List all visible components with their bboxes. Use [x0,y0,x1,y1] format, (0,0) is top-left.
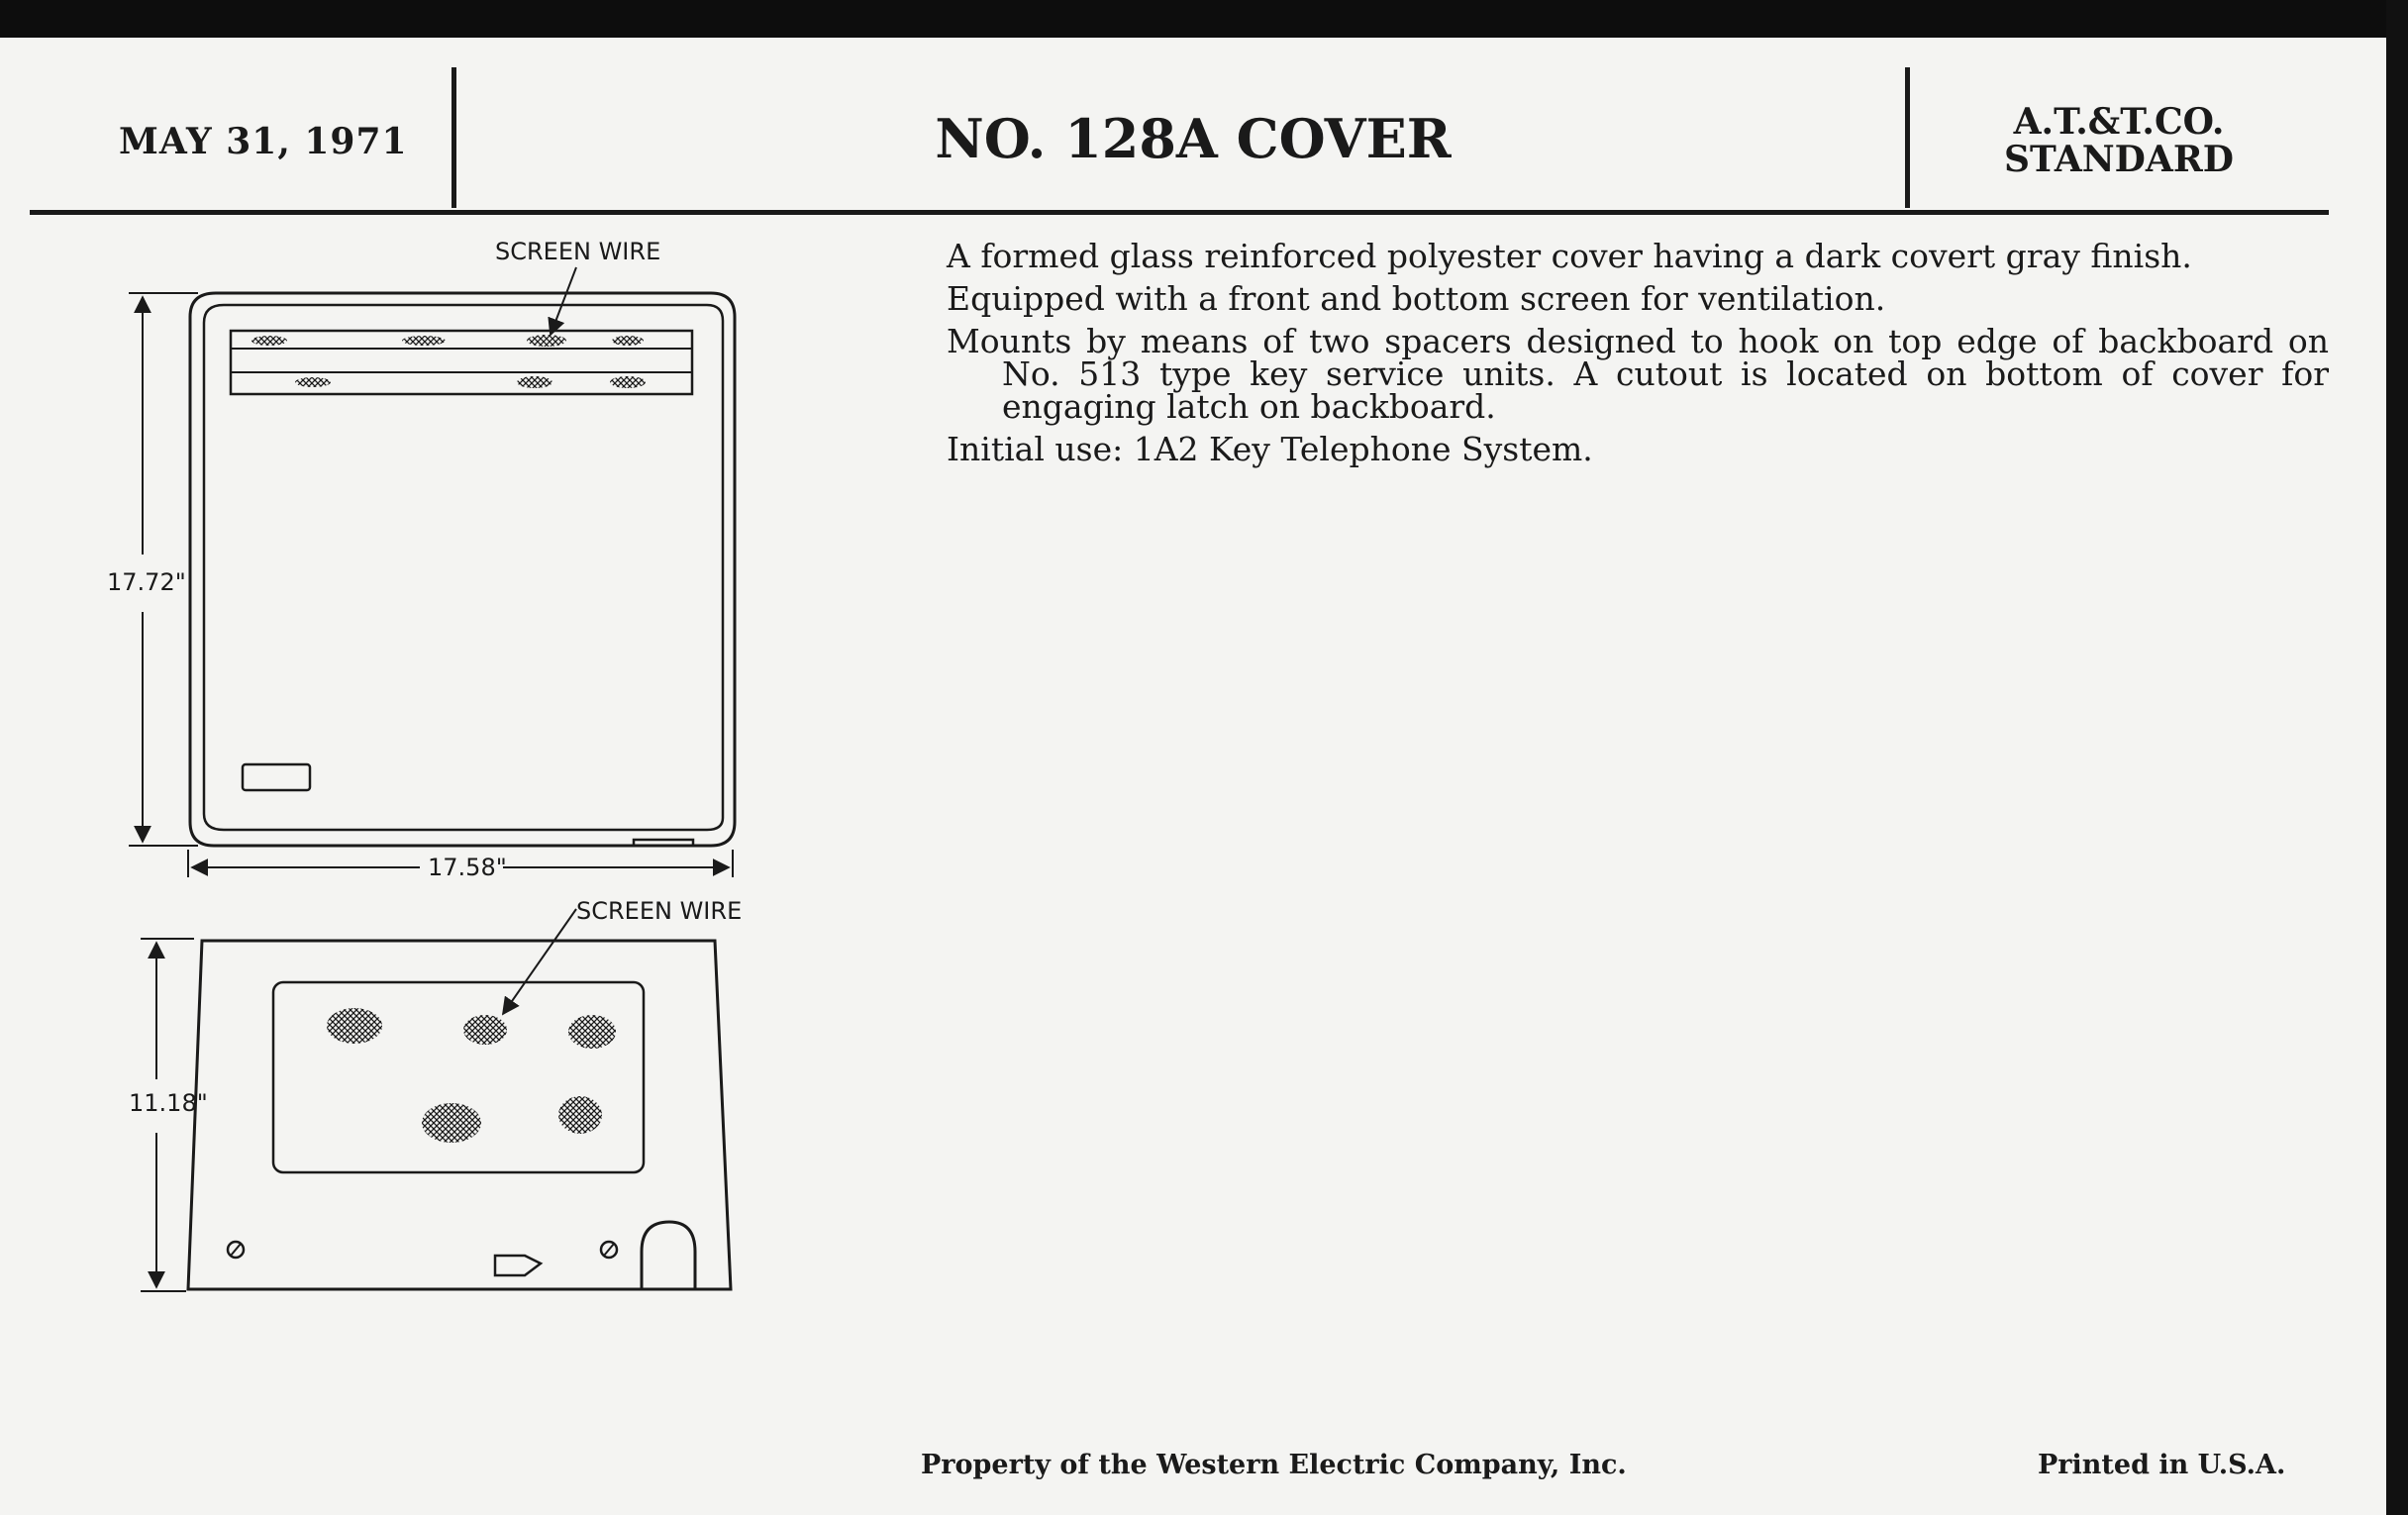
org-status: STANDARD [2004,139,2234,180]
description-line: A formed glass reinforced polyester cover having a dark covert gray finish. [947,237,2192,275]
front-height-label: 17.72" [107,568,186,596]
footer-printed: Printed in U.S.A. [2038,1450,2286,1480]
front-width-label: 17.58" [428,854,507,881]
screen-wire-mesh [251,335,646,388]
label-window [243,764,310,790]
latch-slot [495,1256,541,1275]
issue-date: MAY 31, 1971 [119,121,408,162]
front-callout-leader [551,267,576,335]
front-view [190,293,735,846]
description-line: Initial use: 1A2 Key Telephone System. [947,430,1593,468]
bottom-height-label: 11.18" [129,1089,208,1117]
page-title: NO. 128A COVER [935,107,1452,170]
bottom-screen [273,982,644,1172]
cover-outline [190,293,735,846]
bottom-screen-mesh [327,1008,616,1143]
bottom-screen-wire-label: SCREEN WIRE [576,897,743,925]
footer-property: Property of the Western Electric Company, Inc. [921,1450,1627,1480]
description-line: Mounts by means of two spacers designed to hook on top edge of backboard on No. 513 type key service units. A cutout is located on bottom of cover for engaging latch on backboard. [947,322,2329,426]
front-screen-wire-label: SCREEN WIRE [495,238,661,265]
org-name: A.T.&T.CO. [2013,101,2225,143]
bottom-callout-leader [503,909,576,1014]
description-line: Equipped with a front and bottom screen for ventilation. [947,279,1886,318]
cable-notch [642,1222,695,1289]
